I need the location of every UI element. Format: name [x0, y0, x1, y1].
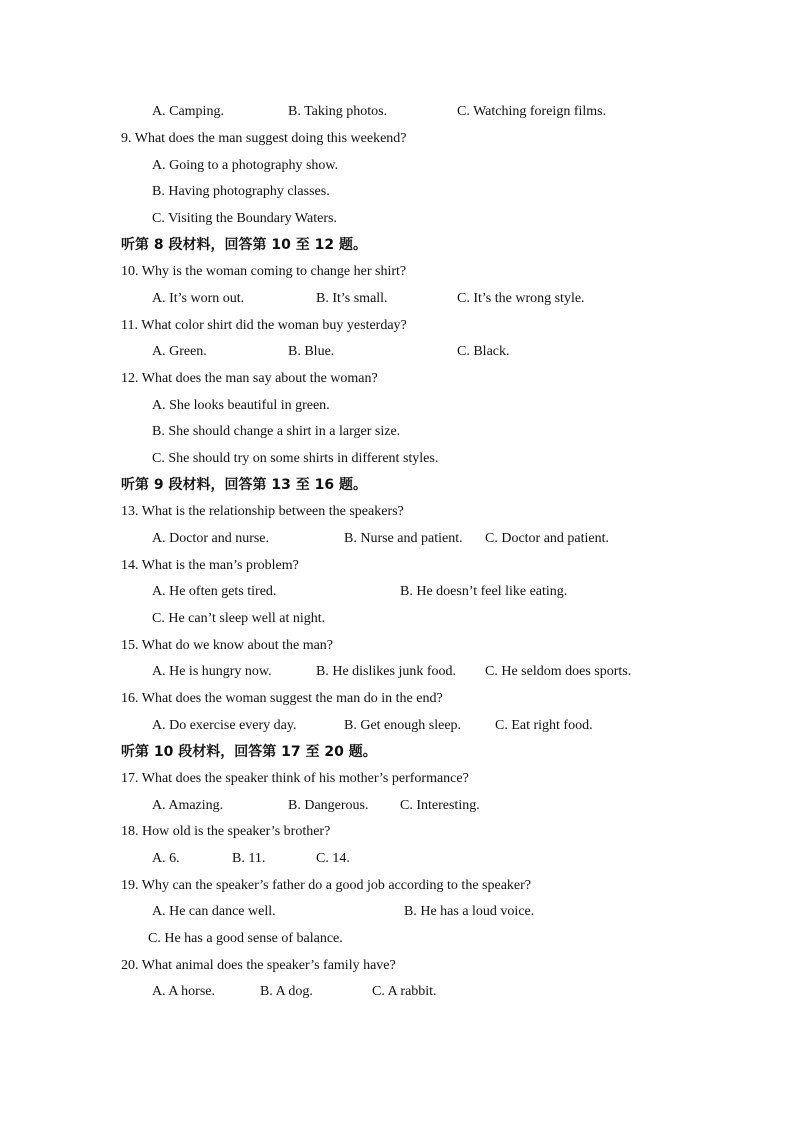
section-heading-10: 听第 10 段材料，回答第 17 至 20 题。 [121, 744, 377, 760]
option-9b: B. Having photography classes. [152, 184, 330, 199]
option-14b: B. He doesn’t feel like eating. [400, 584, 568, 599]
question-15: 15. What do we know about the man? [121, 638, 334, 653]
option-8b: B. Taking photos. [288, 104, 388, 119]
option-17b: B. Dangerous. [288, 798, 369, 813]
option-9c: C. Visiting the Boundary Waters. [152, 211, 337, 226]
option-15c: C. He seldom does sports. [485, 664, 632, 679]
option-20b: B. A dog. [260, 984, 313, 999]
option-14a: A. He often gets tired. [152, 584, 277, 599]
option-20a: A. A horse. [152, 984, 215, 999]
question-13: 13. What is the relationship between the speakers? [121, 504, 404, 519]
option-19b: B. He has a loud voice. [404, 904, 535, 919]
option-13c: C. Doctor and patient. [485, 531, 610, 546]
option-20c: C. A rabbit. [372, 984, 437, 999]
option-18a: A. 6. [152, 851, 180, 866]
section-heading-9: 听第 9 段材料，回答第 13 至 16 题。 [121, 477, 367, 493]
option-11b: B. Blue. [288, 344, 335, 359]
question-20: 20. What animal does the speaker’s family have? [121, 958, 396, 973]
option-16c: C. Eat right food. [495, 718, 593, 733]
question-9: 9. What does the man suggest doing this weekend? [121, 131, 407, 146]
question-10: 10. Why is the woman coming to change her shirt? [121, 264, 407, 279]
option-17c: C. Interesting. [400, 798, 480, 813]
option-15b: B. He dislikes junk food. [316, 664, 456, 679]
option-19a: A. He can dance well. [152, 904, 276, 919]
option-12b: B. She should change a shirt in a larger size. [152, 424, 401, 439]
option-9a: A. Going to a photography show. [152, 158, 339, 173]
option-10a: A. It’s worn out. [152, 291, 245, 306]
option-14c: C. He can’t sleep well at night. [152, 611, 326, 626]
option-19c: C. He has a good sense of balance. [148, 931, 343, 946]
section-heading-8: 听第 8 段材料，回答第 10 至 12 题。 [121, 237, 367, 253]
option-15a: A. He is hungry now. [152, 664, 272, 679]
question-19: 19. Why can the speaker’s father do a good job according to the speaker? [121, 878, 531, 893]
option-12c: C. She should try on some shirts in different styles. [152, 451, 439, 466]
option-10c: C. It’s the wrong style. [457, 291, 585, 306]
option-10b: B. It’s small. [316, 291, 388, 306]
option-13a: A. Doctor and nurse. [152, 531, 270, 546]
option-12a: A. She looks beautiful in green. [152, 398, 330, 413]
option-8a: A. Camping. [152, 104, 224, 119]
question-17: 17. What does the speaker think of his mother’s performance? [121, 771, 469, 786]
option-17a: A. Amazing. [152, 798, 224, 813]
option-8c: C. Watching foreign films. [457, 104, 607, 119]
option-16b: B. Get enough sleep. [344, 718, 462, 733]
question-11: 11. What color shirt did the woman buy yesterday? [121, 318, 407, 333]
option-18c: C. 14. [316, 851, 350, 866]
question-18: 18. How old is the speaker’s brother? [121, 824, 331, 839]
option-11c: C. Black. [457, 344, 510, 359]
question-16: 16. What does the woman suggest the man do in the end? [121, 691, 443, 706]
question-12: 12. What does the man say about the woman? [121, 371, 378, 386]
option-18b: B. 11. [232, 851, 266, 866]
option-11a: A. Green. [152, 344, 207, 359]
question-14: 14. What is the man’s problem? [121, 558, 299, 573]
option-13b: B. Nurse and patient. [344, 531, 463, 546]
option-16a: A. Do exercise every day. [152, 718, 297, 733]
